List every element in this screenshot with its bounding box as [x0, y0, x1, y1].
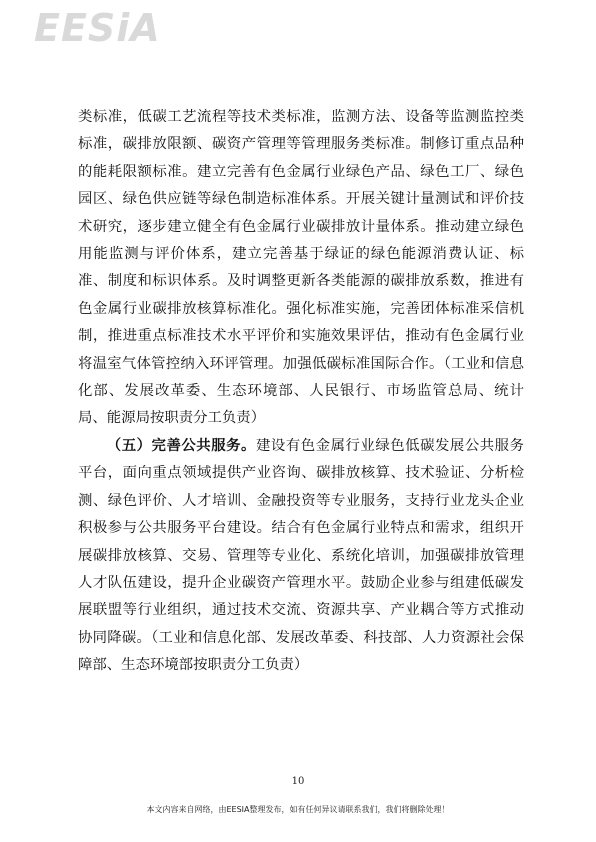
- paragraph-standards: 类标准，低碳工艺流程等技术类标准，监测方法、设备等监测监控类标准，碳排放限额、碳资产管理等管理服务类标准。制修订重点品种的能耗限额标准。建立完善有色金属行业绿色产品、绿色工厂、绿色园区、绿色供应链等绿色制造标准体系。开展关键计量测试和评价技术研究，逐步建立健全有色金属行业碳排放计量体系。推动建立绿色用能监测与评价体系，建立完善基于绿证的绿色能源消费认证、标准、制度和标识体系。及时调整更新各类能源的碳排放系数，推进有色金属行业碳排放核算标准化。强化标准实施，完善团体标准采信机制，推进重点标准技术水平评价和实施效果评估，推动有色金属行业将温室气体管控纳入环评管理。加强低碳标准国际合作。（工业和信息化部、发展改革委、生态环境部、人民银行、市场监管总局、统计局、能源局按职责分工负责）: [78, 109, 524, 427]
- paragraph-text: 建设有色金属行业绿色低碳发展公共服务平台，面向重点领域提供产业咨询、碳排放核算、技术验证、分析检测、绿色评价、人才培训、金融投资等专业服务，支持行业龙头企业积极参与公共服务平台建设。结合有色金属行业特点和需求，组织开展碳排放核算、交易、管理等专业化、系统化培训，加强碳排放管理人才队伍建设，提升企业碳资产管理水平。鼓励企业参与组建低碳发展联盟等行业组织，通过技术交流、资源共享、产业耦合等方式推动协同降碳。（工业和信息化部、发展改革委、科技部、人力资源社会保障部、生态环境部按职责分工负责）: [78, 437, 524, 674]
- page-number: 10: [291, 776, 305, 787]
- eesia-logo: EESiA: [34, 6, 161, 50]
- section-heading: （五）完善公共服务。: [106, 437, 256, 454]
- footer-disclaimer: 本文内容来自网络，由EESIA整理发布，如有任何异议请联系我们，我们将删除处理！: [146, 805, 450, 814]
- document-body: [78, 104, 524, 680]
- paragraph-public-services: [78, 433, 524, 680]
